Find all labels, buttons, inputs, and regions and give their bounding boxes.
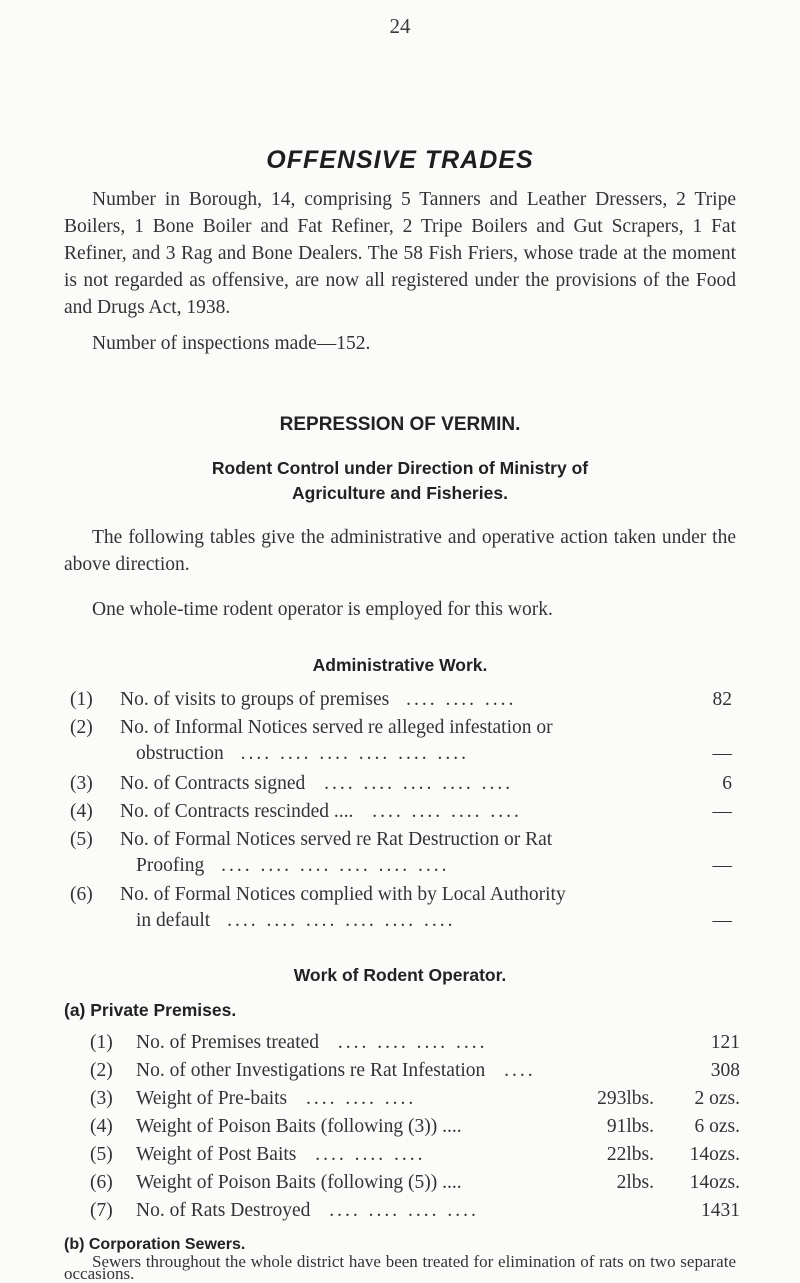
admin-item-text: No. of Contracts rescinded ....: [120, 801, 354, 822]
offensive-trades-paragraph: Number in Borough, 14, comprising 5 Tanners and Leather Dressers, 2 Tripe Boilers, 1 Bone Boiler and Fat Refiner, 2 Tripe Boilers and Gut Scrapers, 1 Fat Refiner, and 3 Rag and Bone Dealers. The 58 Fish Friers, whose trade at the moment is not regarded as offensive, are now all registered under the provisions of the Food and Drugs Act, 1938.: [64, 189, 736, 318]
admin-item-number: (3): [70, 773, 93, 794]
dot-leader: .... .... ....: [406, 689, 517, 710]
vermin-title: REPRESSION OF VERMIN.: [279, 414, 521, 435]
vermin-subtitle-line1: Rodent Control under Direction of Ministry of: [211, 458, 589, 478]
admin-item-text: No. of Formal Notices served re Rat Destruction or Rat: [120, 829, 553, 850]
dot-leader: .... .... .... .... ....: [324, 773, 514, 794]
operator-item-number: (7): [90, 1200, 113, 1221]
admin-item-text: No. of visits to groups of premises: [120, 689, 390, 710]
operator-item-value: 1431: [701, 1200, 740, 1221]
operator-item-text: Weight of Post Baits: [136, 1144, 297, 1165]
dot-leader: .... .... ....: [306, 1088, 417, 1109]
operator-note: One whole-time rodent operator is employed for this work.: [92, 599, 553, 620]
operator-item-number: (5): [90, 1144, 113, 1165]
rodent-operator-title: Work of Rodent Operator.: [293, 965, 507, 985]
admin-item-value: —: [712, 855, 732, 876]
operator-item-lbs: 91lbs.: [606, 1116, 654, 1137]
operator-item-lbs: 293lbs.: [597, 1088, 654, 1109]
admin-item-text: No. of Contracts signed: [120, 773, 306, 794]
admin-item-number: (4): [70, 801, 93, 822]
inspections-count: Number of inspections made—152.: [92, 333, 371, 354]
dot-leader: .... .... .... .... .... ....: [221, 855, 450, 876]
dot-leader: .... .... .... ....: [337, 1032, 488, 1053]
admin-item-value: 82: [712, 689, 732, 710]
admin-item-text: No. of Informal Notices served re alleged infestation or: [120, 717, 553, 738]
admin-item-value: —: [712, 743, 732, 764]
dot-leader: .... .... .... ....: [329, 1200, 479, 1221]
admin-item-text-cont: in default: [136, 910, 211, 931]
operator-item-text: Weight of Poison Baits (following (3)) ....: [136, 1116, 462, 1137]
private-premises-heading: (a) Private Premises.: [64, 1000, 237, 1020]
admin-item-value: —: [712, 801, 732, 822]
operator-item-number: (2): [90, 1060, 113, 1081]
operator-item-value: 308: [710, 1060, 740, 1081]
operator-item-number: (3): [90, 1088, 113, 1109]
dot-leader: .... .... .... .... .... ....: [240, 743, 469, 764]
admin-item-number: (5): [70, 829, 93, 850]
dot-leader: .... .... ....: [315, 1144, 426, 1165]
admin-item-text-cont: obstruction: [136, 743, 224, 764]
page-number: 24: [389, 14, 411, 38]
operator-item-number: (4): [90, 1116, 113, 1137]
operator-item-text: No. of Rats Destroyed: [136, 1200, 311, 1221]
operator-item-text: Weight of Pre-baits: [136, 1088, 288, 1109]
operator-item-number: (6): [90, 1172, 113, 1193]
operator-item-value: 121: [710, 1032, 740, 1053]
operator-item-ozs: 14ozs.: [689, 1144, 740, 1165]
operator-item-ozs: 6 ozs.: [694, 1116, 740, 1137]
operator-item-lbs: 22lbs.: [606, 1144, 654, 1165]
operator-item-ozs: 2 ozs.: [694, 1088, 740, 1109]
operator-item-text: No. of Premises treated: [136, 1032, 320, 1053]
dot-leader: .... .... .... .... .... ....: [227, 910, 456, 931]
dot-leader: .... .... .... ....: [372, 801, 522, 822]
admin-item-number: (1): [70, 689, 93, 710]
offensive-trades-title: OFFENSIVE TRADES: [266, 146, 534, 174]
administrative-work-title: Administrative Work.: [312, 655, 488, 675]
sewers-paragraph: Sewers throughout the whole district have been treated for elimination of rats on two separate occasions.: [64, 1252, 736, 1283]
operator-item-lbs: 2lbs.: [616, 1172, 654, 1193]
corporation-sewers-heading: (b) Corporation Sewers.: [64, 1236, 246, 1253]
admin-item-number: (6): [70, 884, 93, 905]
operator-item-text: Weight of Poison Baits (following (5)) ....: [136, 1172, 462, 1193]
admin-item-value: 6: [722, 773, 732, 794]
operator-item-text: No. of other Investigations re Rat Infestation: [136, 1060, 486, 1081]
admin-item-value: —: [712, 910, 732, 931]
vermin-subtitle-line2: Agriculture and Fisheries.: [292, 483, 508, 503]
operator-item-number: (1): [90, 1032, 113, 1053]
operator-item-ozs: 14ozs.: [689, 1172, 740, 1193]
admin-item-text-cont: Proofing: [136, 855, 205, 876]
admin-item-number: (2): [70, 717, 93, 738]
admin-item-text: No. of Formal Notices complied with by Local Authority: [120, 884, 566, 905]
dot-leader: ....: [504, 1060, 536, 1081]
vermin-intro: The following tables give the administrative and operative action taken under the above direction.: [64, 527, 736, 575]
